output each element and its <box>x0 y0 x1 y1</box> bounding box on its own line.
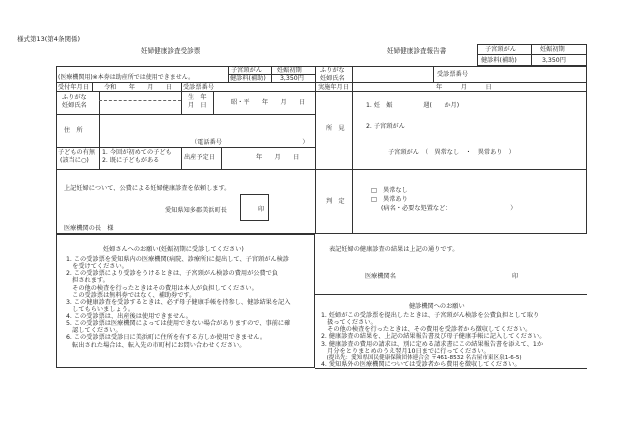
left-cost-label: 健診料(補助) <box>230 75 266 82</box>
list-item: 転出された場合は、転入先の市町村にお問い合わせください。 <box>66 341 246 349</box>
list-item: 1. この受診票を愛知県内の医療機関(病院、診療所)に提出して、子宮頸がん検診 <box>66 256 289 263</box>
request-text: 上記妊婦について、公費による妊婦健康診査を依頼します。 <box>64 185 231 192</box>
list-item: (提出先：愛知県国民健康保険団体連合会 〒461-8532 名古屋市東区泉1-6-5) <box>321 354 522 361</box>
judge-option-1: □ 異常なし <box>371 187 408 194</box>
list-item: 2. この受診票により受診をうけるときは、子宮頸がん検診の費用が公費で負 <box>66 270 279 278</box>
cervical-result: 子宮頸がん （ 異常なし ・ 異常あり ） <box>388 149 515 156</box>
mayor-text: 愛知県知多郡美浜町長 <box>165 207 227 214</box>
notes-institution-list <box>321 312 585 368</box>
list-item: 6. この受診票は受診日に美浜町に住所を有する方しか使用できません。 <box>66 334 267 342</box>
exam-date-label: 実施年月日 <box>318 84 349 91</box>
left-cost-value: 3,350円 <box>280 75 304 82</box>
medical-note: (医療機関用)※本券は助産所では使用できません。 <box>58 74 195 81</box>
institution-seal: 印 <box>512 273 519 280</box>
judge-detail: (病名・必要な処置など： ） <box>381 205 517 212</box>
right-cost-header-1: 子宮頸がん <box>485 46 516 53</box>
judgement-label: 判 定 <box>326 198 345 205</box>
form-number: 様式第13(第4条関係) <box>17 35 80 43</box>
list-item: 月分をとりまとめのうえ翌月10日までに行ってください。 <box>321 347 490 355</box>
finding-1: 1. 妊 娠 週( か月) <box>366 102 460 109</box>
children-option-1: 1. 今回が初めての子ども <box>102 149 172 156</box>
birth-label-1: 生 年 <box>188 94 207 101</box>
list-item: 1. 妊婦がこの受診票を提出したときは、子宮頸がん検診を公費負担として取り <box>321 312 540 319</box>
right-cost-value: 3,350円 <box>542 57 566 64</box>
list-item: 3. 健康診査の費用の請求は、別に定める請求書にこの結果報告書を添えて、1か <box>321 340 544 348</box>
due-value: 年 月 日 <box>256 154 300 161</box>
right-cost-header-2: 妊娠初期 <box>540 46 565 53</box>
children-label-2: (該当に○) <box>60 157 89 164</box>
list-item: その他の検査を行ったときは、その費用を受診者から徴収してください。 <box>321 326 532 334</box>
list-item: 認してください。 <box>66 327 122 335</box>
due-label: 出産予定日 <box>184 154 215 161</box>
children-label-1: 子どもの有無 <box>58 149 96 156</box>
mayor-seal-box <box>240 194 269 221</box>
notes-institution-title: 健診機関へのお願い <box>409 303 465 310</box>
left-title: 妊婦健康診査受診票 <box>141 47 201 55</box>
receipt-no-label: 受診票番号 <box>183 84 214 91</box>
list-item: 扱ってください。 <box>321 319 377 327</box>
received-label: 受付年月日 <box>58 84 89 91</box>
furigana-label: ふりがな <box>62 94 87 101</box>
institution-head: 医療機関の長 様 <box>64 225 114 232</box>
list-item: この受診票は無料券ではなく、補助券です。 <box>66 291 196 299</box>
list-item: を受けてください。 <box>66 263 128 271</box>
left-cost-header-1: 子宮頸がん <box>231 67 262 74</box>
right-cost-label: 健診料(補助) <box>481 57 517 64</box>
mayor-seal: 印 <box>258 206 265 213</box>
list-item: してもらいましょう。 <box>66 305 135 313</box>
phone-field: （電話番号 ） <box>191 139 309 146</box>
judge-option-2: □ 異常あり <box>371 196 408 203</box>
birth-value: 昭・平 年 月 日 <box>231 99 306 106</box>
pregnant-name-label: 妊婦氏名 <box>62 102 87 109</box>
list-item: その他の検査を行ったときはその費用は本人が負担してください。 <box>66 284 258 292</box>
list-item: 4. この受診票は、出産後は使用できません。 <box>66 313 192 320</box>
notes-pregnant-title: 妊婦さんへのお願い(妊娠初期に受診してください) <box>103 246 244 253</box>
list-item: 3. この健康診査を受診するときは、必ず母子健康手帳を持参し、健診結果を記入 <box>66 298 291 306</box>
exam-date-value: 年 月 日 <box>436 84 492 91</box>
right-name-label: 妊婦氏名 <box>320 75 345 82</box>
list-item: 5. この受診票は医療機関によっては使用できない場合がありますので、事前に確 <box>66 320 291 328</box>
left-cost-header-2: 妊娠初期 <box>277 67 302 74</box>
received-value: 令和 年 月 日 <box>104 84 173 91</box>
children-option-2: 2. 既に子どもがある <box>102 157 160 164</box>
address-label: 住 所 <box>64 127 83 134</box>
finding-2: 2. 子宮頸がん <box>366 123 405 130</box>
right-title: 妊婦健康診査報告書 <box>387 47 447 55</box>
birth-label-2: 月 日 <box>188 102 207 109</box>
institution-name-label: 医療機関名 <box>365 273 396 280</box>
list-item: 担されます。 <box>66 277 109 285</box>
right-furigana-label: ふりがな <box>320 67 345 74</box>
list-item: 2. 健康診査の結果を、上記の結果報告書及び母子健康手帳に記入してください。 <box>321 333 546 341</box>
report-text: 表記妊婦の健康診査の結果は上記の通りです。 <box>329 246 459 253</box>
findings-label: 所 見 <box>326 125 345 132</box>
right-receipt-no-label: 受診票番号 <box>437 71 468 78</box>
notes-pregnant-list <box>66 256 311 349</box>
list-item: 4. 愛知県外の医療機関については受診者から費用を徴収してください。 <box>321 361 521 369</box>
